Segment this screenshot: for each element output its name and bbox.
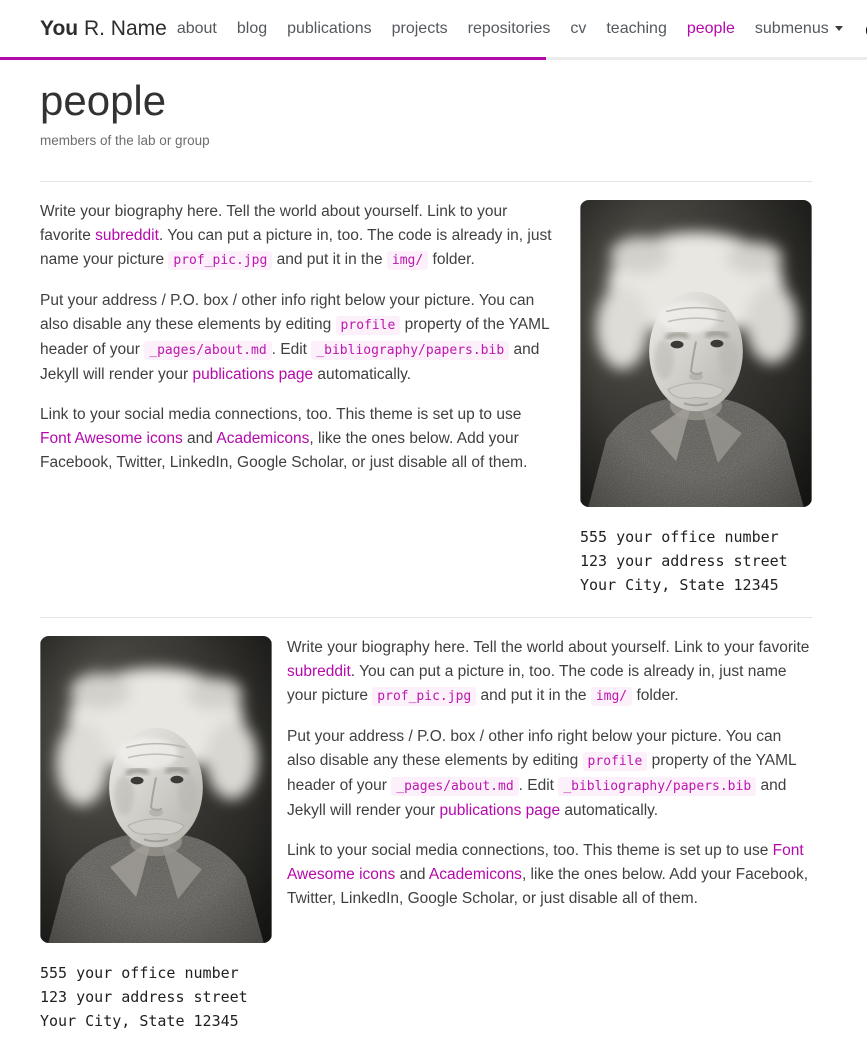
scroll-progress-track <box>0 57 867 60</box>
chevron-down-icon <box>835 26 843 31</box>
address-line: 555 your office number <box>40 964 239 983</box>
nav-item-publications <box>277 12 382 46</box>
inline-code: prof_pic.jpg <box>168 251 272 270</box>
bio-link[interactable]: publications page <box>439 802 561 820</box>
einstein-portrait-image <box>40 636 272 943</box>
nav-link-cv[interactable]: cv <box>570 19 587 37</box>
bio-link[interactable]: publications page <box>192 366 314 384</box>
inline-code: _bibliography/papers.bib <box>311 341 509 360</box>
address-line: 123 your address street <box>40 988 248 1007</box>
bio-link[interactable]: subreddit <box>95 227 159 245</box>
inline-code: _pages/about.md <box>144 341 271 360</box>
profile-photo <box>40 636 272 943</box>
nav-link-projects[interactable]: projects <box>391 19 448 37</box>
profile-side <box>580 200 812 597</box>
profile-side <box>40 636 272 1033</box>
nav-item-cv <box>560 12 596 46</box>
nav-item-submenus <box>745 12 853 46</box>
nav-links <box>167 12 853 46</box>
address-line: 123 your address street <box>580 552 788 571</box>
nav-link-blog[interactable]: blog <box>236 19 268 37</box>
bio-text <box>40 200 556 597</box>
navbar <box>0 0 867 57</box>
page-title: people <box>40 77 167 124</box>
brand-last-name: R. Name <box>83 16 167 40</box>
nav-link-publications[interactable]: publications <box>287 19 372 37</box>
bio-paragraph: Put your address / P.O. box / other info right below your picture. You can also disable any these elements by editing profile property of the YAML header of your _pages/about.md . Edit _bibliography/papers.bib and Jekyll will render your publications page automatically. <box>287 728 797 820</box>
inline-code: img/ <box>591 687 632 706</box>
bio-link[interactable]: Academicons <box>216 430 310 448</box>
einstein-portrait-image <box>580 200 812 507</box>
dark-mode-toggle[interactable] <box>853 18 867 39</box>
bio-link[interactable]: Font Awesome icons <box>40 430 183 448</box>
address-block <box>580 525 812 597</box>
progress-fill <box>0 57 546 60</box>
nav-link-people[interactable]: people <box>686 19 735 37</box>
address-line: Your City, State 12345 <box>580 576 779 595</box>
inline-code: _bibliography/papers.bib <box>558 777 756 796</box>
bio-paragraph: Link to your social media connections, too. This theme is set up to use Font Awesome icons and Academicons, like the ones below. Add your Facebook, Twitter, LinkedIn, Google Scholar, or just disable all of them. <box>40 406 528 472</box>
nav-item-people <box>677 12 745 46</box>
page-subtitle: members of the lab or group <box>40 133 210 149</box>
nav-item-blog <box>227 12 277 46</box>
profile-section-2 <box>40 618 812 1033</box>
inline-code: profile <box>336 316 401 335</box>
nav-item-projects <box>382 12 458 46</box>
inline-code: _pages/about.md <box>391 777 518 796</box>
nav-link-about[interactable]: about <box>176 19 217 37</box>
bio-paragraph: Link to your social media connections, too. This theme is set up to use Font Awesome icons and Academicons, like the ones below. Add your Facebook, Twitter, LinkedIn, Google Scholar, or just disable all of them. <box>287 842 809 908</box>
bio-link[interactable]: Academicons <box>428 866 522 884</box>
address-line: 555 your office number <box>580 528 779 547</box>
inline-code: profile <box>583 752 648 771</box>
bio-text <box>287 636 812 1033</box>
page-content <box>40 78 812 1033</box>
bio-paragraph: Write your biography here. Tell the world about yourself. Link to your favorite subreddit. You can put a picture in, too. The code is already in, just name your picture prof_pic.jpg and put it in the img/ folder. <box>287 639 810 705</box>
bio-link[interactable]: subreddit <box>287 663 351 681</box>
nav-link-repositories[interactable]: repositories <box>467 19 551 37</box>
inline-code: img/ <box>387 251 428 270</box>
bio-link[interactable]: Font Awesome icons <box>287 842 804 884</box>
address-block <box>40 961 272 1033</box>
bio-paragraph: Write your biography here. Tell the world about yourself. Link to your favorite subreddit. You can put a picture in, too. The code is already in, just name your picture prof_pic.jpg and put it in the img/ folder. <box>40 203 552 269</box>
address-line: Your City, State 12345 <box>40 1012 239 1031</box>
profile-section-1 <box>40 182 812 597</box>
inline-code: prof_pic.jpg <box>372 687 476 706</box>
page-header <box>40 78 812 148</box>
brand-first-name: You <box>40 16 79 40</box>
nav-item-about <box>167 12 227 46</box>
profile-photo <box>580 200 812 507</box>
nav-item-teaching <box>596 12 677 46</box>
brand-link[interactable] <box>40 17 167 41</box>
nav-link-submenus[interactable]: submenus <box>745 12 853 46</box>
bio-paragraph: Put your address / P.O. box / other info right below your picture. You can also disable any these elements by editing profile property of the YAML header of your _pages/about.md . Edit _bibliography/papers.bib and Jekyll will render your publications page automatically. <box>40 292 550 384</box>
nav-link-teaching[interactable]: teaching <box>606 19 667 37</box>
nav-item-repositories <box>458 12 561 46</box>
